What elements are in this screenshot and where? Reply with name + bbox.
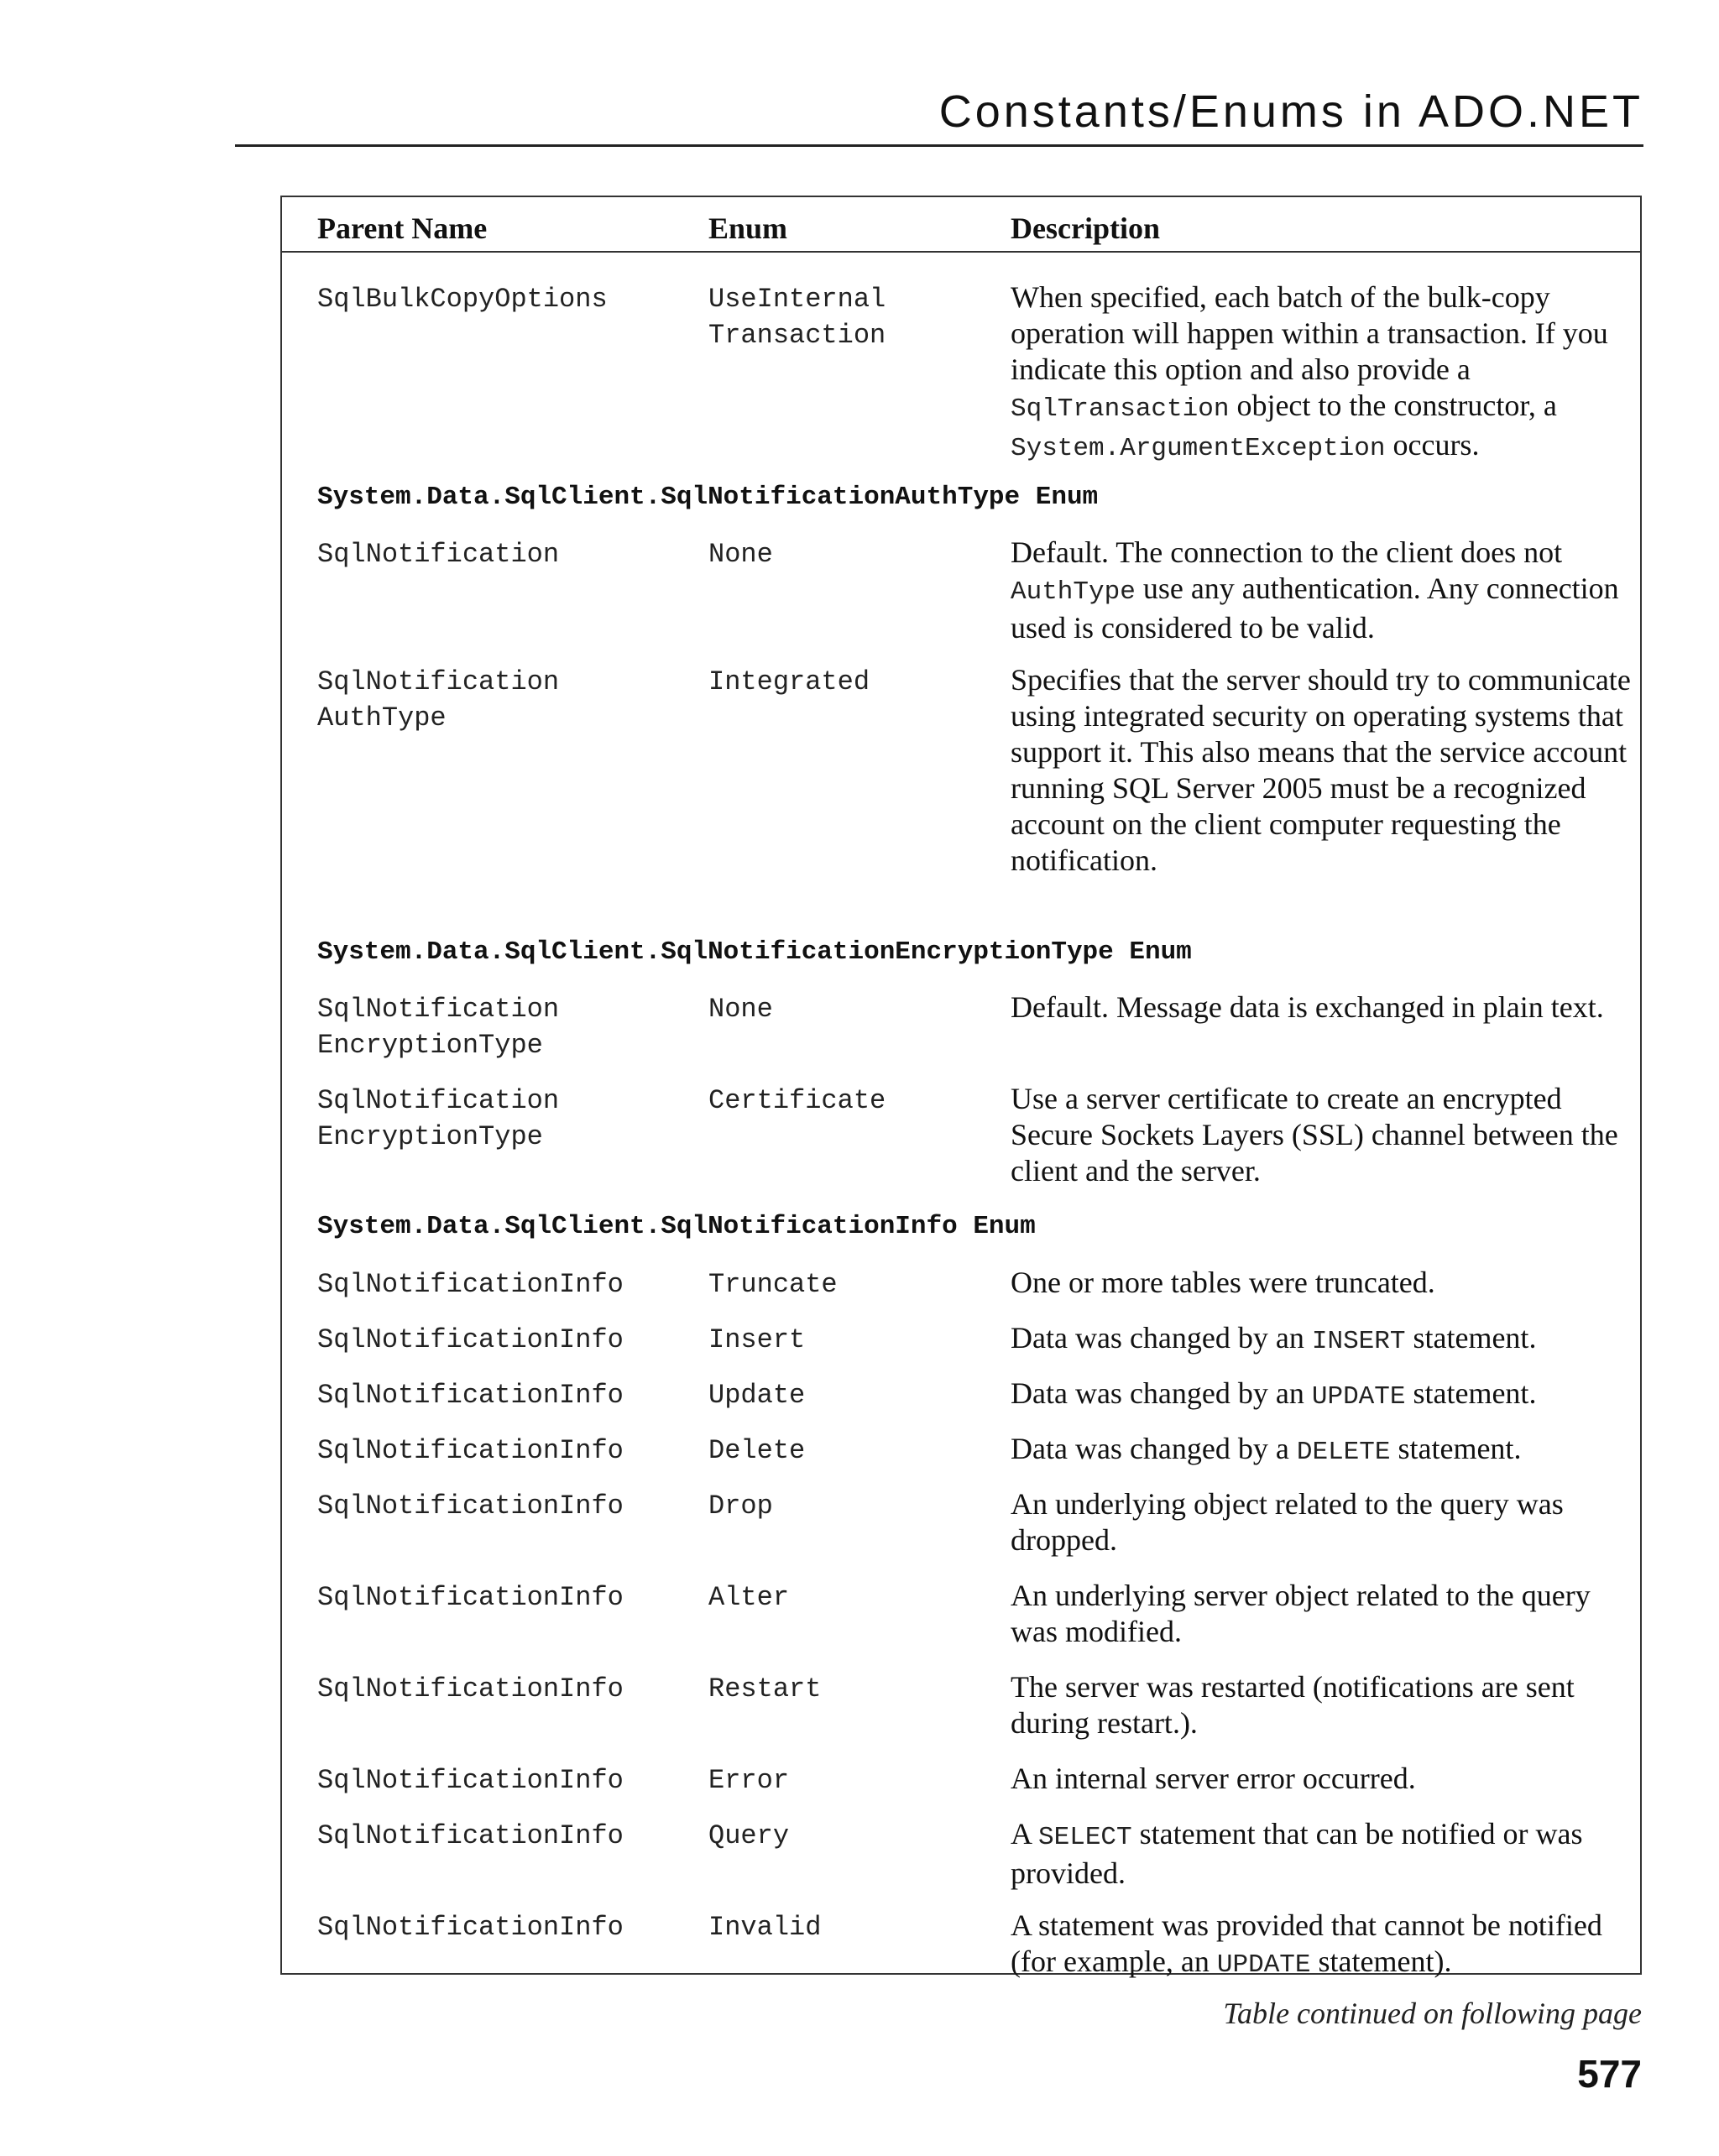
description-cell: Default. The connection to the client does not AuthType use any authentication. Any connection used is considered to be valid. bbox=[1011, 535, 1619, 645]
parent-name-cell: SqlNotificationInfo bbox=[317, 1912, 624, 1943]
enum-cell: Insert bbox=[708, 1324, 806, 1355]
running-header bbox=[235, 84, 1643, 147]
enum-cell: Drop bbox=[708, 1490, 773, 1522]
description-cell: An underlying server object related to the query was modified. bbox=[1011, 1579, 1591, 1648]
description-cell: The server was restarted (notifications are sent during restart.). bbox=[1011, 1670, 1575, 1740]
enum-cell: Restart bbox=[708, 1673, 822, 1704]
column-header-description: Description bbox=[1011, 211, 1160, 245]
enum-cell: UseInternal Transaction bbox=[708, 284, 886, 351]
table-header-row bbox=[282, 197, 1640, 253]
description-cell: An internal server error occurred. bbox=[1011, 1762, 1416, 1795]
parent-name-cell: SqlNotificationInfo bbox=[317, 1435, 624, 1466]
enum-cell: Integrated bbox=[708, 666, 870, 697]
description-cell: Data was changed by a DELETE statement. bbox=[1011, 1432, 1522, 1467]
enum-cell: Invalid bbox=[708, 1912, 822, 1943]
parent-name-cell: SqlBulkCopyOptions bbox=[317, 284, 608, 315]
page-number: 577 bbox=[1577, 2052, 1642, 2096]
enum-cell: Truncate bbox=[708, 1269, 838, 1300]
section-heading: System.Data.SqlClient.SqlNotificationAuthType Enum bbox=[317, 483, 1099, 512]
parent-name-cell: SqlNotificationInfo bbox=[317, 1820, 624, 1851]
description-cell: Specifies that the server should try to communicate using integrated security on operating systems that support it. This also means that the service account running SQL Server 2005 must be a recognized account on the client computer requesting the notification. bbox=[1011, 663, 1631, 877]
parent-name-cell: SqlNotificationInfo bbox=[317, 1324, 624, 1355]
parent-name-cell: SqlNotificationInfo bbox=[317, 1582, 624, 1613]
parent-name-cell: SqlNotification EncryptionType bbox=[317, 994, 560, 1061]
parent-name-cell: SqlNotificationInfo bbox=[317, 1269, 624, 1300]
parent-name-cell: SqlNotificationInfo bbox=[317, 1380, 624, 1411]
description-cell: A SELECT statement that can be notified or was provided. bbox=[1011, 1817, 1583, 1890]
enum-cell: Alter bbox=[708, 1582, 790, 1613]
enum-cell: Certificate bbox=[708, 1085, 886, 1116]
enum-cell: None bbox=[708, 539, 773, 570]
section-heading: System.Data.SqlClient.SqlNotificationInfo Enum bbox=[317, 1212, 1036, 1241]
enum-cell: Delete bbox=[708, 1435, 806, 1466]
description-cell: When specified, each batch of the bulk-copy operation will happen within a transaction. If you indicate this option and also provide a SqlTransaction object to the constructor, a System.ArgumentException occurs. bbox=[1011, 280, 1608, 463]
enum-cell: Error bbox=[708, 1765, 790, 1796]
description-cell: Data was changed by an INSERT statement. bbox=[1011, 1321, 1537, 1356]
parent-name-cell: SqlNotificationInfo bbox=[317, 1765, 624, 1796]
description-cell: Default. Message data is exchanged in plain text. bbox=[1011, 990, 1604, 1024]
enum-cell: Update bbox=[708, 1380, 806, 1411]
description-cell: Data was changed by an UPDATE statement. bbox=[1011, 1376, 1537, 1412]
parent-name-cell: SqlNotification AuthType bbox=[317, 666, 560, 733]
description-cell: A statement was provided that cannot be notified (for example, an UPDATE statement). bbox=[1011, 1908, 1602, 1980]
parent-name-cell: SqlNotificationInfo bbox=[317, 1490, 624, 1522]
enum-cell: Query bbox=[708, 1820, 790, 1851]
parent-name-cell: SqlNotificationInfo bbox=[317, 1673, 624, 1704]
description-cell: An underlying object related to the query was dropped. bbox=[1011, 1487, 1564, 1557]
column-header-enum: Enum bbox=[708, 211, 788, 245]
parent-name-cell: SqlNotification bbox=[317, 539, 560, 570]
description-cell: Use a server certificate to create an encrypted Secure Sockets Layers (SSL) channel between the client and the server. bbox=[1011, 1082, 1618, 1188]
parent-name-cell: SqlNotification EncryptionType bbox=[317, 1085, 560, 1152]
enum-table bbox=[280, 196, 1642, 1980]
section-heading: System.Data.SqlClient.SqlNotificationEncryptionType Enum bbox=[317, 937, 1192, 967]
table-continued-note: Table continued on following page bbox=[1223, 1997, 1642, 2030]
column-header-parent-name: Parent Name bbox=[317, 211, 488, 245]
chapter-title: Constants/Enums in ADO.NET bbox=[938, 86, 1643, 137]
description-cell: One or more tables were truncated. bbox=[1011, 1266, 1435, 1299]
enum-cell: None bbox=[708, 994, 773, 1025]
